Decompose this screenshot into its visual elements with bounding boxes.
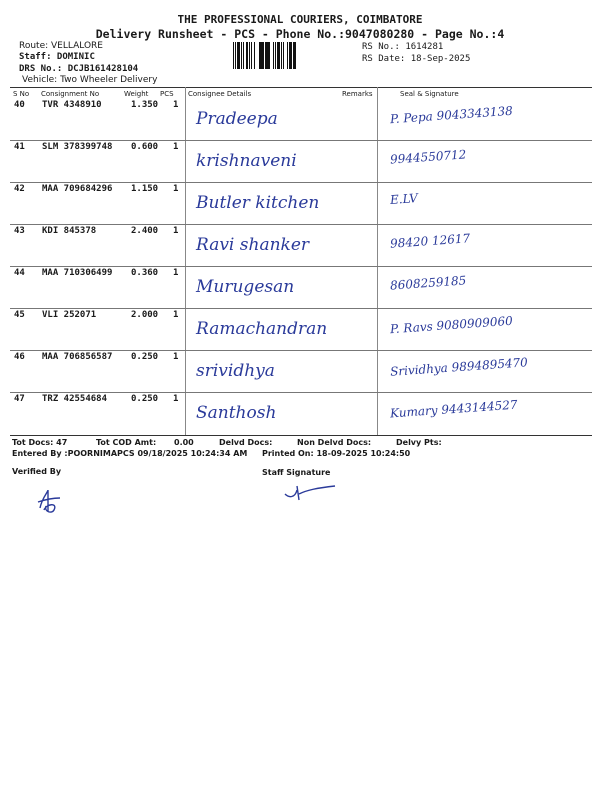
row-divider	[10, 224, 592, 225]
row-seal-signature: Srividhya 9894895470	[389, 355, 529, 379]
non-delvd-docs: Non Delvd Docs:	[297, 438, 372, 447]
rs-date: RS Date: 18-Sep-2025	[362, 54, 471, 64]
row-consignee-handwriting: Ravi shanker	[196, 235, 310, 255]
row-sno: 41	[14, 142, 25, 152]
barcode	[233, 42, 358, 69]
row-pcs: 1	[173, 268, 179, 278]
row-divider	[10, 140, 592, 141]
entered-by: Entered By :POORNIMAPCS 09/18/2025 10:24:34 AM	[12, 449, 248, 458]
staff-signature	[283, 482, 339, 502]
row-weight: 0.360	[131, 268, 159, 278]
row-consignee-handwriting: srividhya	[196, 361, 275, 381]
delvy-pts: Delvy Pts:	[396, 438, 442, 447]
col-sno: S No	[13, 90, 30, 98]
row-consignee-handwriting: Murugesan	[196, 277, 295, 297]
row-consignment: KDI 845378	[42, 226, 97, 236]
row-divider	[10, 392, 592, 393]
printed-on: Printed On: 18-09-2025 10:24:50	[262, 449, 411, 458]
row-sno: 46	[14, 352, 25, 362]
tot-cod: Tot COD Amt:	[96, 438, 157, 447]
row-consignment: SLM 378399748	[42, 142, 113, 152]
row-weight: 1.150	[131, 184, 159, 194]
row-weight: 2.400	[131, 226, 159, 236]
cod-value: 0.00	[174, 438, 194, 447]
row-weight: 2.000	[131, 310, 159, 320]
row-pcs: 1	[173, 310, 179, 320]
row-seal-signature: E.LV	[389, 191, 419, 207]
drs-label: DRS No.: DCJB161428104	[19, 64, 139, 74]
row-pcs: 1	[173, 394, 179, 404]
row-pcs: 1	[173, 100, 179, 110]
col-consignee: Consignee Details	[188, 90, 252, 98]
row-divider	[10, 266, 592, 267]
col-remarks: Remarks	[342, 90, 373, 98]
row-seal-signature: 98420 12617	[389, 231, 471, 251]
row-consignment: TVR 4348910	[42, 100, 102, 110]
row-divider	[10, 308, 592, 309]
row-consignment: VLI 252071	[42, 310, 97, 320]
row-seal-signature: Kumary 9443144527	[389, 397, 518, 421]
col-pcs: PCS	[160, 90, 174, 98]
row-consignee-handwriting: krishnaveni	[196, 151, 297, 171]
row-sno: 44	[14, 268, 25, 278]
row-sno: 47	[14, 394, 25, 404]
tot-docs: Tot Docs: 47	[12, 438, 68, 447]
staff-signature-label: Staff Signature	[262, 468, 331, 477]
row-seal-signature: 9944550712	[389, 147, 467, 167]
verified-signature	[36, 488, 64, 514]
table-bottom-border	[10, 435, 592, 436]
row-weight: 0.250	[131, 394, 159, 404]
delvd-docs: Delvd Docs:	[219, 438, 273, 447]
row-consignee-handwriting: Butler kitchen	[196, 193, 320, 213]
row-pcs: 1	[173, 352, 179, 362]
verified-by-label: Verified By	[12, 467, 62, 476]
rs-no: RS No.: 1614281	[362, 42, 444, 52]
col-weight: Weight	[124, 90, 149, 98]
vehicle-label: Vehicle: Two Wheeler Delivery	[22, 75, 158, 85]
staff-label: Staff: DOMINIC	[19, 52, 95, 62]
company-title: THE PROFESSIONAL COURIERS, COIMBATORE	[177, 13, 423, 26]
row-pcs: 1	[173, 184, 179, 194]
row-sno: 43	[14, 226, 25, 236]
table-top-border	[10, 87, 592, 88]
row-consignment: TRZ 42554684	[42, 394, 108, 404]
row-pcs: 1	[173, 226, 179, 236]
row-divider	[10, 182, 592, 183]
row-sno: 42	[14, 184, 25, 194]
row-weight: 0.600	[131, 142, 159, 152]
row-seal-signature: P. Ravs 9080909060	[389, 313, 514, 337]
row-consignee-handwriting: Santhosh	[196, 403, 277, 423]
row-weight: 0.250	[131, 352, 159, 362]
row-consignment: MAA 710306499	[42, 268, 113, 278]
row-consignee-handwriting: Pradeepa	[196, 109, 278, 129]
row-consignment: MAA 709684296	[42, 184, 113, 194]
col-consignment: Consignment No	[41, 90, 100, 98]
row-consignee-handwriting: Ramachandran	[196, 319, 328, 339]
row-seal-signature: P. Pepa 9043343138	[389, 103, 514, 127]
row-pcs: 1	[173, 142, 179, 152]
col-seal: Seal & Signature	[400, 90, 459, 98]
row-sno: 45	[14, 310, 25, 320]
row-sno: 40	[14, 100, 25, 110]
row-consignment: MAA 706856587	[42, 352, 113, 362]
row-weight: 1.350	[131, 100, 159, 110]
runsheet-subtitle: Delivery Runsheet - PCS - Phone No.:9047080280 - Page No.:4	[95, 27, 505, 41]
row-seal-signature: 8608259185	[389, 273, 467, 293]
route-label: Route: VELLALORE	[19, 41, 103, 51]
row-divider	[10, 350, 592, 351]
